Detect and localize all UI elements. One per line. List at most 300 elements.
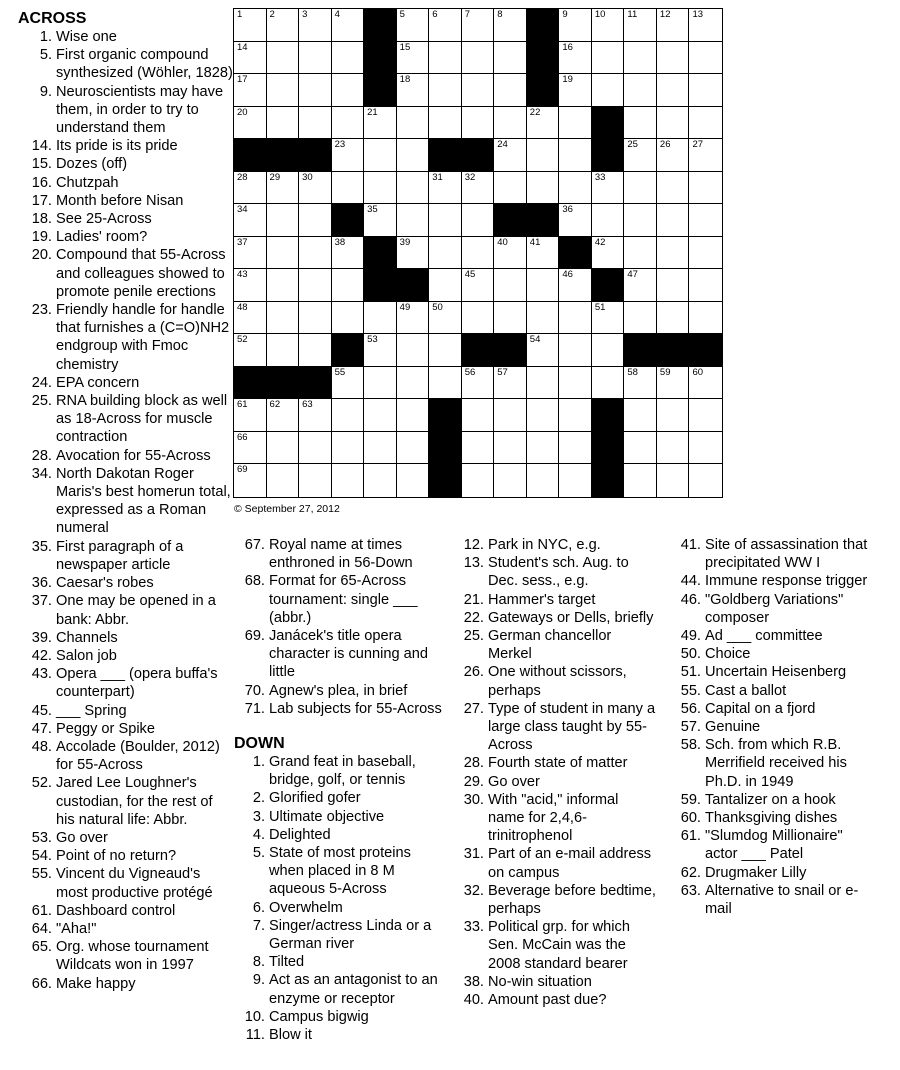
grid-cell[interactable] <box>234 302 267 335</box>
grid-cell[interactable] <box>299 107 332 140</box>
grid-cell[interactable] <box>234 107 267 140</box>
cell-number: 38 <box>334 236 346 248</box>
grid-cell[interactable] <box>234 204 267 237</box>
clue-number: 37. <box>31 593 52 610</box>
grid-cell[interactable] <box>494 42 527 75</box>
grid-cell[interactable] <box>462 367 495 400</box>
grid-cell[interactable] <box>689 107 722 140</box>
grid-cell[interactable] <box>462 399 495 432</box>
grid-cell[interactable] <box>657 302 690 335</box>
grid-cell[interactable] <box>429 172 462 205</box>
cell-number: 11 <box>627 9 638 20</box>
grid-cell[interactable] <box>364 302 397 335</box>
grid-cell[interactable] <box>299 334 332 367</box>
grid-cell[interactable] <box>494 367 527 400</box>
clue-number: 9. <box>252 972 265 989</box>
clue-number: 5. <box>39 47 52 64</box>
black-square <box>299 367 332 400</box>
black-square <box>527 42 560 75</box>
grid-cell[interactable] <box>397 237 430 270</box>
grid-cell[interactable] <box>657 464 690 497</box>
grid-cell[interactable] <box>689 269 722 302</box>
cell-number: 56 <box>464 366 476 378</box>
clue-text: Compound that 55-Across and colleagues showed to promote penile erections <box>56 247 226 300</box>
cell-number: 32 <box>464 171 476 183</box>
clue-text: Political grp. for which Sen. McCain was the 2008 standard bearer <box>488 919 630 972</box>
grid-cell[interactable] <box>527 464 560 497</box>
grid-cell[interactable] <box>299 74 332 107</box>
grid-cell[interactable] <box>267 42 300 75</box>
grid-cell[interactable] <box>364 334 397 367</box>
clue-text: Jared Lee Loughner's custodian, for the rest of his natural life: Abbr. <box>56 775 213 828</box>
clue-text: Park in NYC, e.g. <box>488 537 601 553</box>
grid-cell[interactable] <box>592 237 625 270</box>
grid-cell[interactable] <box>364 432 397 465</box>
grid-cell[interactable] <box>267 107 300 140</box>
grid-cell[interactable] <box>559 334 592 367</box>
grid-cell[interactable] <box>429 269 462 302</box>
grid-cell[interactable] <box>494 302 527 335</box>
clue-number: 49. <box>680 628 701 645</box>
grid-cell[interactable] <box>332 367 365 400</box>
grid-cell[interactable] <box>527 269 560 302</box>
grid-cell[interactable] <box>494 432 527 465</box>
clue-text: Go over <box>56 829 108 846</box>
cell-number: 18 <box>399 74 411 86</box>
grid-cell[interactable] <box>624 139 657 172</box>
grid-cell[interactable] <box>527 334 560 367</box>
clue-number: 8. <box>252 954 265 971</box>
grid-cell[interactable] <box>299 204 332 237</box>
grid-cell[interactable] <box>397 399 430 432</box>
grid-cell[interactable] <box>624 432 657 465</box>
grid-cell[interactable] <box>234 237 267 270</box>
grid-cell[interactable] <box>527 399 560 432</box>
clue-number: 13. <box>463 555 484 572</box>
grid-cell[interactable] <box>592 9 625 42</box>
clue-item <box>673 718 878 736</box>
cell-number: 16 <box>562 41 573 53</box>
grid-cell[interactable] <box>689 74 722 107</box>
grid-cell[interactable] <box>559 464 592 497</box>
black-square <box>429 464 462 497</box>
grid-cell[interactable] <box>267 399 300 432</box>
grid-cell[interactable] <box>429 204 462 237</box>
grid-cell[interactable] <box>397 9 430 42</box>
clue-number: 34. <box>31 465 52 482</box>
clue-text: German chancellor Merkel <box>488 628 612 663</box>
cell-number: 19 <box>562 74 573 86</box>
cell-number: 54 <box>529 334 541 346</box>
clue-number: 45. <box>31 702 52 719</box>
cell-number: 36 <box>562 204 573 216</box>
grid-cell[interactable] <box>657 204 690 237</box>
grid-cell[interactable] <box>657 42 690 75</box>
clue-number: 5. <box>252 845 265 862</box>
black-square <box>364 9 397 42</box>
grid-cell[interactable] <box>364 172 397 205</box>
grid-cell[interactable] <box>332 139 365 172</box>
grid-cell[interactable] <box>592 172 625 205</box>
grid-cell[interactable] <box>299 172 332 205</box>
clue-number: 11. <box>245 1027 265 1044</box>
grid-cell[interactable] <box>429 9 462 42</box>
grid-cell[interactable] <box>462 432 495 465</box>
grid-cell[interactable] <box>494 139 527 172</box>
cell-number: 12 <box>659 9 671 20</box>
cell-number: 66 <box>237 431 248 443</box>
grid-cell[interactable] <box>559 139 592 172</box>
grid-cell[interactable] <box>559 42 592 75</box>
black-square <box>429 139 462 172</box>
cell-number: 1 <box>237 9 243 20</box>
clue-text: Channels <box>56 629 118 646</box>
grid-cell[interactable] <box>299 432 332 465</box>
grid-cell[interactable] <box>592 204 625 237</box>
grid-cell[interactable] <box>624 172 657 205</box>
clue-text: One without scissors, perhaps <box>488 664 627 699</box>
grid-cell[interactable] <box>689 139 722 172</box>
grid-cell[interactable] <box>234 269 267 302</box>
clue-item <box>18 738 233 774</box>
grid-cell[interactable] <box>592 74 625 107</box>
grid-cell[interactable] <box>332 42 365 75</box>
cell-number: 9 <box>562 9 568 20</box>
grid-cell[interactable] <box>267 432 300 465</box>
grid-cell[interactable] <box>462 9 495 42</box>
grid-cell[interactable] <box>364 399 397 432</box>
cell-number: 61 <box>237 399 248 411</box>
cell-number: 43 <box>237 269 248 281</box>
grid-cell[interactable] <box>494 9 527 42</box>
clue-text: Delighted <box>269 826 331 843</box>
clue-item <box>673 700 878 718</box>
clue-item <box>456 918 656 973</box>
clue-item <box>18 665 233 701</box>
cell-number: 51 <box>594 301 606 313</box>
grid-cell[interactable] <box>267 334 300 367</box>
clue-text: Thanksgiving dishes <box>705 810 838 827</box>
grid-cell[interactable] <box>559 432 592 465</box>
grid-cell[interactable] <box>234 464 267 497</box>
grid-cell[interactable] <box>657 367 690 400</box>
grid-cell[interactable] <box>624 269 657 302</box>
grid-cell[interactable] <box>494 237 527 270</box>
grid-cell[interactable] <box>657 172 690 205</box>
clue-number: 44. <box>680 573 701 590</box>
cell-number: 40 <box>497 236 508 248</box>
grid-cell[interactable] <box>429 237 462 270</box>
grid-cell[interactable] <box>689 9 722 42</box>
grid-cell[interactable] <box>527 432 560 465</box>
grid-cell[interactable] <box>267 237 300 270</box>
grid-cell[interactable] <box>267 269 300 302</box>
grid-cell[interactable] <box>559 107 592 140</box>
grid-cell[interactable] <box>364 464 397 497</box>
clue-number: 56. <box>680 700 701 717</box>
clue-item <box>18 174 233 192</box>
grid-cell[interactable] <box>332 432 365 465</box>
clue-number: 10. <box>244 1008 265 1025</box>
clue-item <box>456 700 656 755</box>
grid-cell[interactable] <box>624 367 657 400</box>
grid-cell[interactable] <box>332 269 365 302</box>
grid-cell[interactable] <box>332 74 365 107</box>
grid-cell[interactable] <box>267 464 300 497</box>
grid-cell[interactable] <box>397 107 430 140</box>
grid-cell[interactable] <box>364 139 397 172</box>
grid-cell[interactable] <box>332 399 365 432</box>
clue-text: Singer/actress Linda or a German river <box>269 917 432 953</box>
clue-item <box>18 902 233 920</box>
cell-number: 50 <box>432 301 443 313</box>
grid-cell[interactable] <box>559 172 592 205</box>
grid-cell[interactable] <box>527 107 560 140</box>
cell-number: 13 <box>692 9 704 20</box>
clue-number: 36. <box>31 575 52 592</box>
grid-cell[interactable] <box>527 237 560 270</box>
grid-cell[interactable] <box>299 42 332 75</box>
grid-cell[interactable] <box>234 399 267 432</box>
grid-cell[interactable] <box>689 432 722 465</box>
grid-cell[interactable] <box>234 334 267 367</box>
grid-cell[interactable] <box>332 302 365 335</box>
grid-cell[interactable] <box>657 139 690 172</box>
clue-text: Accolade (Boulder, 2012) for 55-Across <box>56 738 220 774</box>
cell-number: 26 <box>659 139 671 151</box>
grid-cell[interactable] <box>624 107 657 140</box>
down-clue-list-continued <box>456 536 656 1009</box>
grid-cell[interactable] <box>234 42 267 75</box>
grid-cell[interactable] <box>234 9 267 42</box>
clue-item <box>18 137 233 155</box>
cell-number: 7 <box>464 9 471 20</box>
grid-cell[interactable] <box>397 139 430 172</box>
grid-cell[interactable] <box>364 107 397 140</box>
grid-cell[interactable] <box>267 172 300 205</box>
grid-cell[interactable] <box>332 237 365 270</box>
grid-cell[interactable] <box>462 237 495 270</box>
grid-cell[interactable] <box>397 464 430 497</box>
clue-number: 4. <box>252 826 265 843</box>
grid-cell[interactable] <box>364 367 397 400</box>
grid-cell[interactable] <box>234 432 267 465</box>
grid-cell[interactable] <box>234 172 267 205</box>
grid-cell[interactable] <box>657 107 690 140</box>
clue-text: Act as an antagonist to an enzyme or receptor <box>269 972 438 1007</box>
cell-number: 25 <box>627 139 638 151</box>
grid-cell[interactable] <box>462 464 495 497</box>
down-clue-list <box>234 753 444 1044</box>
clue-text: No-win situation <box>488 973 592 990</box>
black-square <box>592 269 625 302</box>
black-square <box>397 269 430 302</box>
clue-item <box>18 228 233 246</box>
clues-column-2 <box>234 536 444 1044</box>
grid-cell[interactable] <box>559 74 592 107</box>
clue-text: Point of no return? <box>56 848 177 865</box>
grid-cell[interactable] <box>332 172 365 205</box>
grid-cell[interactable] <box>397 42 430 75</box>
grid-cell[interactable] <box>267 204 300 237</box>
clue-text: "Goldberg Variations" composer <box>705 591 844 626</box>
grid-cell[interactable] <box>397 367 430 400</box>
clue-text: Drugmaker Lilly <box>705 864 807 881</box>
clue-text: Campus bigwig <box>269 1008 369 1025</box>
grid-cell[interactable] <box>332 464 365 497</box>
grid-cell[interactable] <box>299 237 332 270</box>
grid-cell[interactable] <box>559 204 592 237</box>
grid-cell[interactable] <box>657 9 690 42</box>
grid-cell[interactable] <box>624 9 657 42</box>
grid-cell[interactable] <box>624 42 657 75</box>
grid-cell[interactable] <box>299 269 332 302</box>
black-square <box>527 204 560 237</box>
cell-number: 58 <box>627 366 638 378</box>
clue-text: Neuroscientists may have them, in order to try to understand them <box>56 83 224 137</box>
grid-cell[interactable] <box>494 107 527 140</box>
grid-cell[interactable] <box>559 269 592 302</box>
black-square <box>267 139 300 172</box>
clue-item <box>673 663 878 681</box>
grid-cell[interactable] <box>559 399 592 432</box>
grid-cell[interactable] <box>624 464 657 497</box>
grid-cell[interactable] <box>689 237 722 270</box>
grid-cell[interactable] <box>234 74 267 107</box>
grid-cell[interactable] <box>527 302 560 335</box>
across-heading: ACROSS <box>18 10 87 27</box>
grid-cell[interactable] <box>592 42 625 75</box>
clue-text: Glorified gofer <box>269 790 361 807</box>
clue-text: Tantalizer on a hook <box>705 791 836 808</box>
grid-cell[interactable] <box>624 302 657 335</box>
grid-cell[interactable] <box>624 204 657 237</box>
grid-cell[interactable] <box>397 172 430 205</box>
clue-number: 63. <box>680 882 701 899</box>
grid-cell[interactable] <box>332 107 365 140</box>
grid-cell[interactable] <box>397 432 430 465</box>
clue-text: North Dakotan Roger Maris's best homerun total, expressed as a Roman numeral <box>56 465 231 537</box>
grid-cell[interactable] <box>689 204 722 237</box>
grid-cell[interactable] <box>494 74 527 107</box>
grid-cell[interactable] <box>624 74 657 107</box>
grid-cell[interactable] <box>689 399 722 432</box>
grid-cell[interactable] <box>527 367 560 400</box>
grid-cell[interactable] <box>267 9 300 42</box>
clue-number: 2. <box>252 790 265 807</box>
grid-cell[interactable] <box>462 302 495 335</box>
grid-cell[interactable] <box>429 107 462 140</box>
grid-cell[interactable] <box>429 74 462 107</box>
grid-cell[interactable] <box>624 399 657 432</box>
grid-cell[interactable] <box>299 302 332 335</box>
grid-cell[interactable] <box>689 302 722 335</box>
clue-text: Avocation for 55-Across <box>56 447 211 464</box>
grid-cell[interactable] <box>462 204 495 237</box>
grid-cell[interactable] <box>397 334 430 367</box>
clue-item <box>18 447 233 465</box>
clue-number: 25. <box>463 628 484 645</box>
clue-text: Janácek's title opera character is cunning and little <box>269 628 429 681</box>
cell-number: 14 <box>237 41 248 53</box>
grid-cell[interactable] <box>429 302 462 335</box>
grid-cell[interactable] <box>494 464 527 497</box>
grid-cell[interactable] <box>527 172 560 205</box>
cell-number: 5 <box>399 9 405 20</box>
grid-cell[interactable] <box>689 172 722 205</box>
grid-cell[interactable] <box>494 399 527 432</box>
grid-cell[interactable] <box>299 399 332 432</box>
grid-cell[interactable] <box>429 334 462 367</box>
grid-cell[interactable] <box>657 269 690 302</box>
grid-cell[interactable] <box>462 107 495 140</box>
grid-cell[interactable] <box>657 237 690 270</box>
grid-cell[interactable] <box>462 74 495 107</box>
grid-cell[interactable] <box>299 9 332 42</box>
clue-item <box>18 83 233 138</box>
clue-item <box>18 574 233 592</box>
grid-cell[interactable] <box>462 269 495 302</box>
grid-cell[interactable] <box>299 464 332 497</box>
grid-cell[interactable] <box>397 204 430 237</box>
grid-cell[interactable] <box>559 9 592 42</box>
grid-cell[interactable] <box>689 42 722 75</box>
grid-cell[interactable] <box>592 302 625 335</box>
grid-cell[interactable] <box>624 237 657 270</box>
clue-number: 62. <box>680 864 701 881</box>
clue-number: 31. <box>463 846 484 863</box>
grid-cell[interactable] <box>657 399 690 432</box>
grid-cell[interactable] <box>397 302 430 335</box>
clue-text: Chutzpah <box>56 174 119 191</box>
black-square <box>429 432 462 465</box>
clue-text: "Slumdog Millionaire" actor ___ Patel <box>705 828 843 863</box>
grid-cell[interactable] <box>559 367 592 400</box>
grid-cell[interactable] <box>592 367 625 400</box>
grid-cell[interactable] <box>657 432 690 465</box>
clue-text: First organic compound synthesized (Wöhler, 1828) <box>56 47 233 82</box>
grid-cell[interactable] <box>689 464 722 497</box>
clue-text: Fourth state of matter <box>488 755 628 772</box>
grid-cell[interactable] <box>267 302 300 335</box>
grid-cell[interactable] <box>494 269 527 302</box>
cell-number: 17 <box>237 74 248 86</box>
grid-cell[interactable] <box>462 172 495 205</box>
grid-cell[interactable] <box>267 74 300 107</box>
grid-cell[interactable] <box>592 334 625 367</box>
cell-number: 60 <box>692 366 704 378</box>
clue-text: Ultimate objective <box>269 808 385 825</box>
clue-item <box>456 591 656 609</box>
cell-number: 34 <box>237 204 248 216</box>
cell-number: 55 <box>334 366 346 378</box>
grid-cell[interactable] <box>429 367 462 400</box>
grid-cell[interactable] <box>364 204 397 237</box>
clue-number: 32. <box>463 882 484 899</box>
grid-cell[interactable] <box>332 9 365 42</box>
grid-cell[interactable] <box>494 172 527 205</box>
grid-cell[interactable] <box>657 74 690 107</box>
grid-cell[interactable] <box>397 74 430 107</box>
grid-cell[interactable] <box>689 367 722 400</box>
grid-cell[interactable] <box>559 302 592 335</box>
clue-number: 18. <box>31 211 52 228</box>
grid-cell[interactable] <box>462 42 495 75</box>
clue-text: Month before Nisan <box>56 192 184 209</box>
grid-cell[interactable] <box>527 139 560 172</box>
clue-text: Part of an e-mail address on campus <box>488 846 652 881</box>
grid-cell[interactable] <box>429 42 462 75</box>
